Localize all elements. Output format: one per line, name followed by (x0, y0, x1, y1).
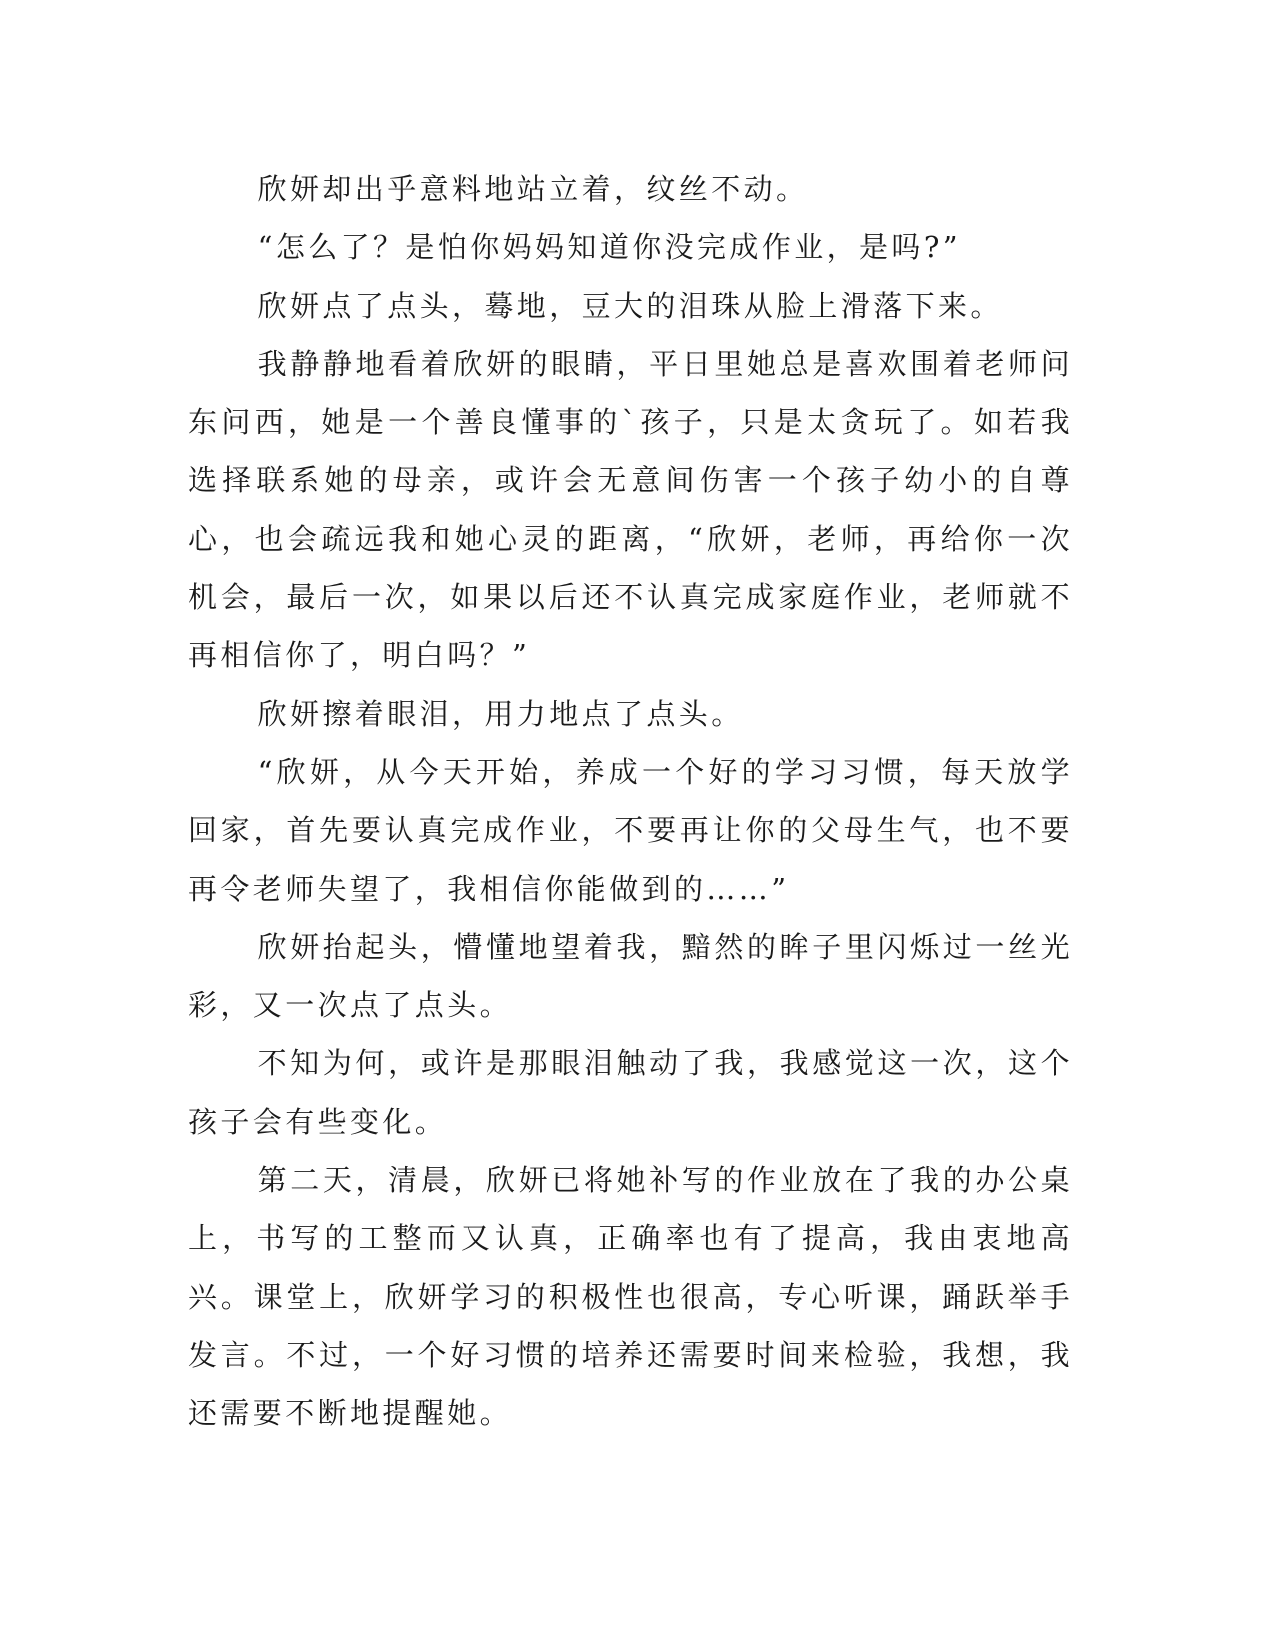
paragraph: 欣妍抬起头，懵懂地望着我，黯然的眸子里闪烁过一丝光彩，又一次点了点头。 (188, 929, 1073, 1023)
paragraph: “怎么了？是怕你妈妈知道你没完成作业，是吗?” (257, 230, 961, 265)
body-text (188, 160, 1073, 1443)
paragraph: 欣妍擦着眼泪，用力地点了点头。 (257, 696, 744, 731)
paragraph: 欣妍却出乎意料地站立着，纹丝不动。 (257, 172, 809, 206)
paragraph: “欣妍，从今天开始，养成一个好的学习习惯，每天放学回家，首先要认真完成作业，不要再让你的父母生气，也不要再令老师失望了，我相信你能做到的……” (188, 754, 1073, 906)
paragraph: 我静静地看着欣妍的眼睛，平日里她总是喜欢围着老师问东问西，她是一个善良懂事的`孩子，只是太贪玩了。如若我选择联系她的母亲，或许会无意间伤害一个孩子幼小的自尊心，也会疏远我和她心灵的距离，“欣妍，老师，再给你一次机会，最后一次，如果以后还不认真完成家庭作业，老师就不再相信你了，明白吗？” (188, 346, 1073, 673)
paragraph: 不知为何，或许是那眼泪触动了我，我感觉这一次，这个孩子会有些变化。 (188, 1046, 1073, 1139)
paragraph: 第二天，清晨，欣妍已将她补写的作业放在了我的办公桌上，书写的工整而又认真，正确率也有了提高，我由衷地高兴。课堂上，欣妍学习的积极性也很高，专心听课，踊跃举手发言。不过，一个好习惯的培养还需要时间来检验，我想，我还需要不断地提醒她。 (188, 1163, 1073, 1431)
paragraph: 欣妍点了点头，蓦地，豆大的泪珠从脸上滑落下来。 (257, 288, 1003, 323)
